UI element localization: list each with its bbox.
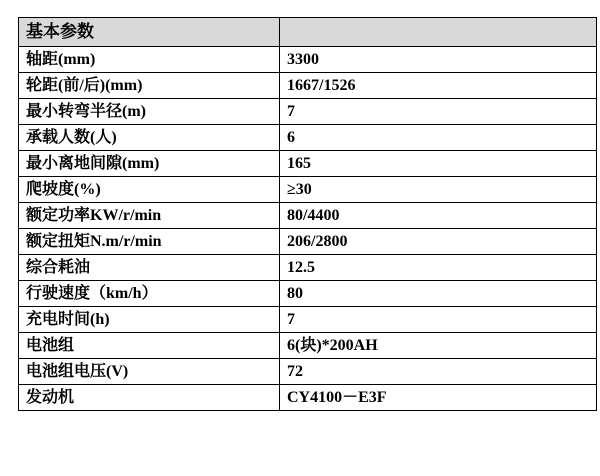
table-header-row [19,18,597,47]
table-row [19,99,597,125]
table-header-label: 基本参数 [19,18,280,47]
row-value: 72 [280,359,597,385]
table-row [19,177,597,203]
table-row [19,359,597,385]
row-label: 最小转弯半径(m) [19,99,280,125]
row-label: 电池组 [19,333,280,359]
row-label: 额定扭矩N.m/r/min [19,229,280,255]
table-row [19,125,597,151]
row-label: 承载人数(人) [19,125,280,151]
row-value: 6 [280,125,597,151]
table-row [19,229,597,255]
row-value: 165 [280,151,597,177]
row-value: 80 [280,281,597,307]
row-value: ≥30 [280,177,597,203]
row-value: 3300 [280,47,597,73]
table-row [19,203,597,229]
table-row [19,333,597,359]
table-row [19,281,597,307]
row-value: 206/2800 [280,229,597,255]
row-label: 最小离地间隙(mm) [19,151,280,177]
table-row [19,255,597,281]
row-value: 6(块)*200AH [280,333,597,359]
row-label: 充电时间(h) [19,307,280,333]
row-label: 综合耗油 [19,255,280,281]
row-label: 轮距(前/后)(mm) [19,73,280,99]
table-row [19,307,597,333]
table-row [19,73,597,99]
row-value: 12.5 [280,255,597,281]
row-value: 7 [280,307,597,333]
row-label: 爬坡度(%) [19,177,280,203]
table-row [19,385,597,411]
row-label: 轴距(mm) [19,47,280,73]
specifications-table [18,17,597,411]
table-row [19,47,597,73]
row-value: 7 [280,99,597,125]
table-row [19,151,597,177]
row-value: 1667/1526 [280,73,597,99]
row-label: 发动机 [19,385,280,411]
row-value: CY4100－E3F [280,385,597,411]
row-value: 80/4400 [280,203,597,229]
row-label: 行驶速度（km/h） [19,281,280,307]
table-header-value [280,18,597,47]
row-label: 额定功率KW/r/min [19,203,280,229]
table-body [19,18,597,411]
row-label: 电池组电压(V) [19,359,280,385]
